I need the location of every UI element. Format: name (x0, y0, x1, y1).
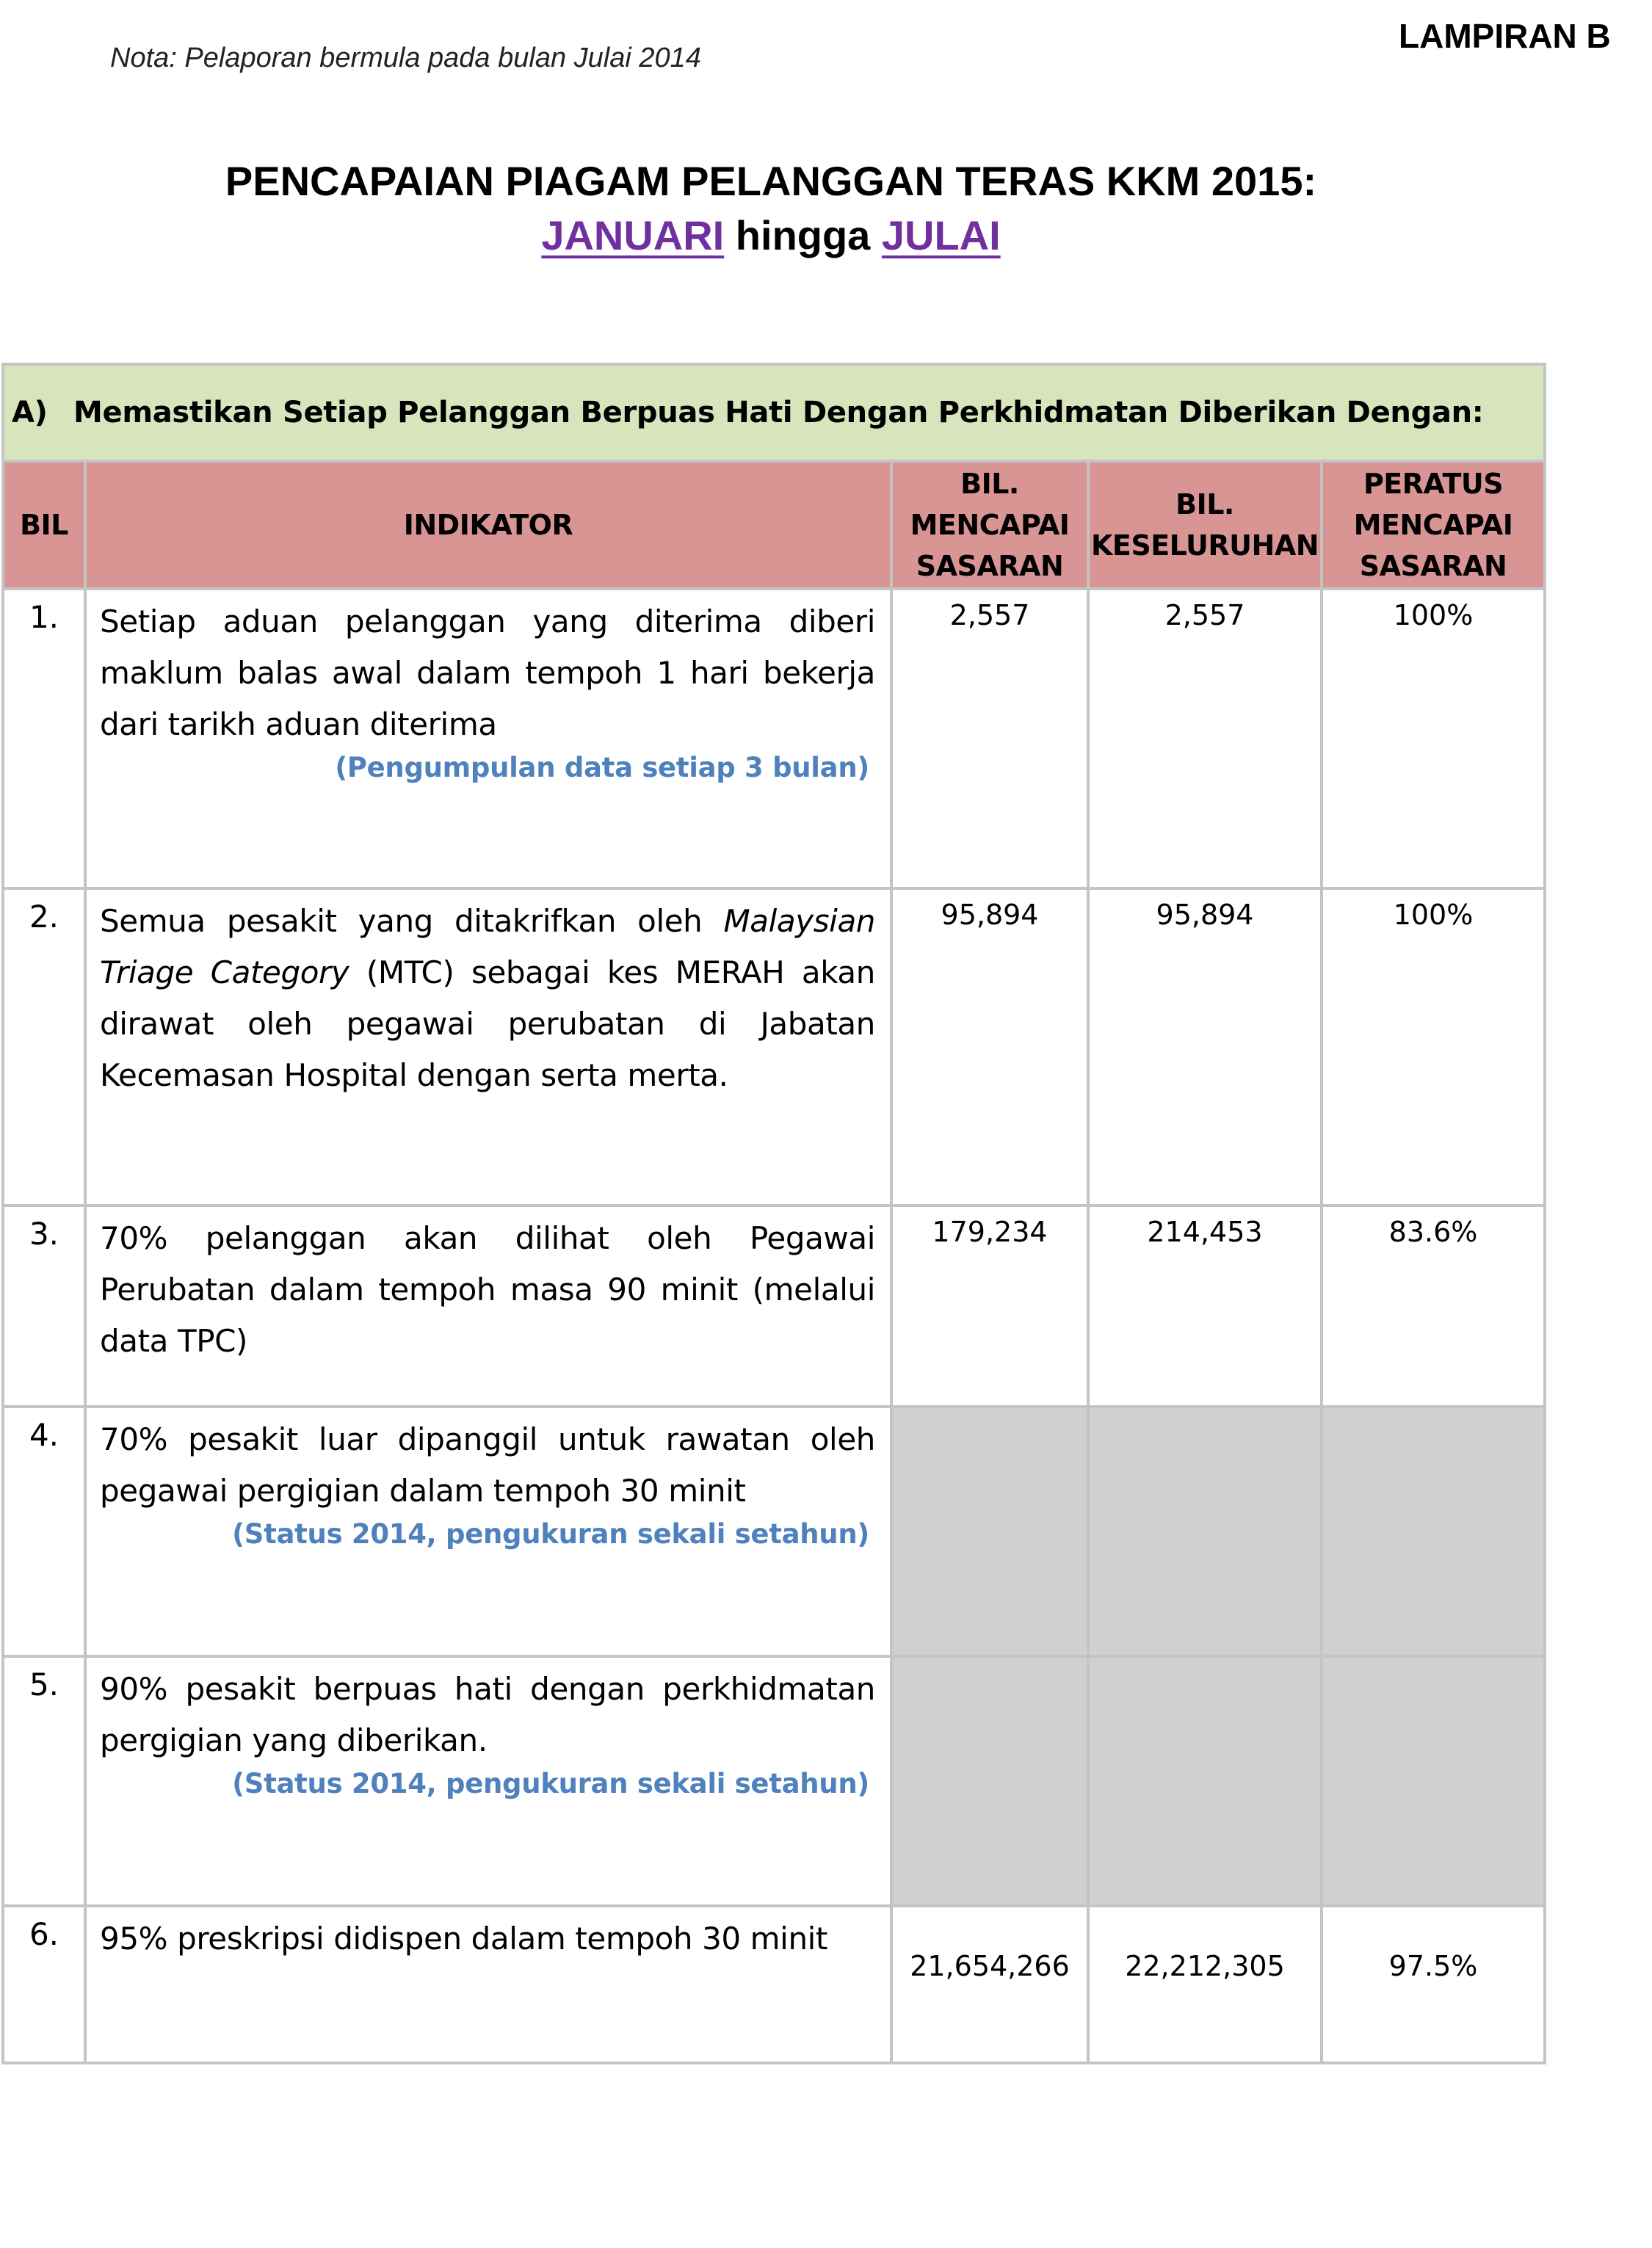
percent-value: 100% (1322, 589, 1545, 888)
table-row (3, 1656, 1545, 1906)
achieved-value: 179,234 (891, 1205, 1088, 1407)
section-title: Memastikan Setiap Pelanggan Berpuas Hati Dengan Perkhidmatan Diberikan Dengan: (73, 396, 1484, 429)
achieved-empty-cell (891, 1407, 1088, 1656)
table-row (3, 1407, 1545, 1656)
col-header-achieved (891, 461, 1088, 589)
col-header-percent-line1: PERATUS (1363, 468, 1504, 500)
row-number: 6. (3, 1906, 85, 2063)
indicator-text-italic: Malaysian Triage Category (100, 903, 875, 990)
percent-empty-cell (1322, 1656, 1545, 1906)
col-header-percent (1322, 461, 1545, 589)
indicator-text: 90% pesakit berpuas hati dengan perkhidmatan pergigian yang diberikan. (100, 1671, 875, 1758)
row-number: 5. (3, 1656, 85, 1906)
indicator-text: 70% pesakit luar dipanggil untuk rawatan oleh pegawai pergigian dalam tempoh 30 minit (100, 1421, 875, 1509)
indicator-text (100, 896, 875, 1101)
indicator-note: (Status 2014, pengukuran sekali setahun) (232, 1768, 869, 1799)
achieved-value: 2,557 (891, 589, 1088, 888)
table-row (3, 1906, 1545, 2063)
col-header-percent-line2: MENCAPAI (1353, 509, 1513, 541)
achieved-value: 95,894 (891, 888, 1088, 1205)
table-row (3, 589, 1545, 888)
col-header-achieved-line3: SASARAN (916, 550, 1064, 582)
section-header (3, 364, 1545, 461)
col-header-total (1088, 461, 1322, 589)
col-header-achieved-line2: MENCAPAI (910, 509, 1070, 541)
col-header-bil: BIL (3, 461, 85, 589)
indicator-cell (85, 589, 891, 888)
total-value: 2,557 (1088, 589, 1322, 888)
charter-table (1, 363, 1546, 2064)
reporting-note: Nota: Pelaporan bermula pada bulan Julai 2014 (110, 43, 701, 73)
col-header-indikator: INDIKATOR (85, 461, 891, 589)
col-header-total-line2: KESELURUHAN (1090, 529, 1319, 562)
table-row (3, 1205, 1545, 1407)
indicator-text-pre: Semua pesakit yang ditakrifkan oleh (100, 903, 724, 939)
indicator-note: (Pengumpulan data setiap 3 bulan) (335, 752, 869, 783)
section-letter: A) (12, 396, 48, 429)
page-subtitle (0, 211, 1542, 259)
page-title: PENCAPAIAN PIAGAM PELANGGAN TERAS KKM 2015: (225, 158, 1317, 204)
total-empty-cell (1088, 1656, 1322, 1906)
total-value: 95,894 (1088, 888, 1322, 1205)
total-value: 214,453 (1088, 1205, 1322, 1407)
indicator-cell (85, 888, 891, 1205)
indicator-note: (Status 2014, pengukuran sekali setahun) (232, 1518, 869, 1550)
row-number: 3. (3, 1205, 85, 1407)
col-header-percent-line3: SASARAN (1359, 550, 1507, 582)
indicator-text: 95% preskripsi didispen dalam tempoh 30 minit (100, 1921, 828, 1957)
indicator-cell (85, 1906, 891, 2063)
percent-value: 97.5% (1322, 1906, 1545, 2063)
row-number: 4. (3, 1407, 85, 1656)
col-header-achieved-line1: BIL. (960, 468, 1019, 500)
total-empty-cell (1088, 1407, 1322, 1656)
percent-value: 83.6% (1322, 1205, 1545, 1407)
table-row (3, 888, 1545, 1205)
title-connector: hingga (735, 212, 871, 258)
percent-value: 100% (1322, 888, 1545, 1205)
column-header-row (3, 461, 1545, 589)
row-number: 1. (3, 589, 85, 888)
month-to: JULAI (881, 212, 1001, 258)
indicator-cell (85, 1407, 891, 1656)
month-from: JANUARI (541, 212, 725, 258)
indicator-text: Setiap aduan pelanggan yang diterima diberi maklum balas awal dalam tempoh 1 hari bekerja dari tarikh aduan diterima (100, 603, 875, 742)
section-header-row (3, 364, 1545, 461)
total-value: 22,212,305 (1088, 1906, 1322, 2063)
indicator-cell (85, 1205, 891, 1407)
achieved-empty-cell (891, 1656, 1088, 1906)
indicator-text: 70% pelanggan akan dilihat oleh Pegawai Perubatan dalam tempoh masa 90 minit (melalui data TPC) (100, 1220, 875, 1359)
indicator-text-post: (MTC) sebagai kes MERAH akan dirawat oleh pegawai perubatan di Jabatan Kecemasan Hospital dengan serta merta. (100, 954, 875, 1093)
col-header-total-line1: BIL. (1175, 488, 1234, 521)
indicator-cell (85, 1656, 891, 1906)
row-number: 2. (3, 888, 85, 1205)
achieved-value: 21,654,266 (891, 1906, 1088, 2063)
percent-empty-cell (1322, 1407, 1545, 1656)
annex-label: LAMPIRAN B (1399, 17, 1611, 55)
